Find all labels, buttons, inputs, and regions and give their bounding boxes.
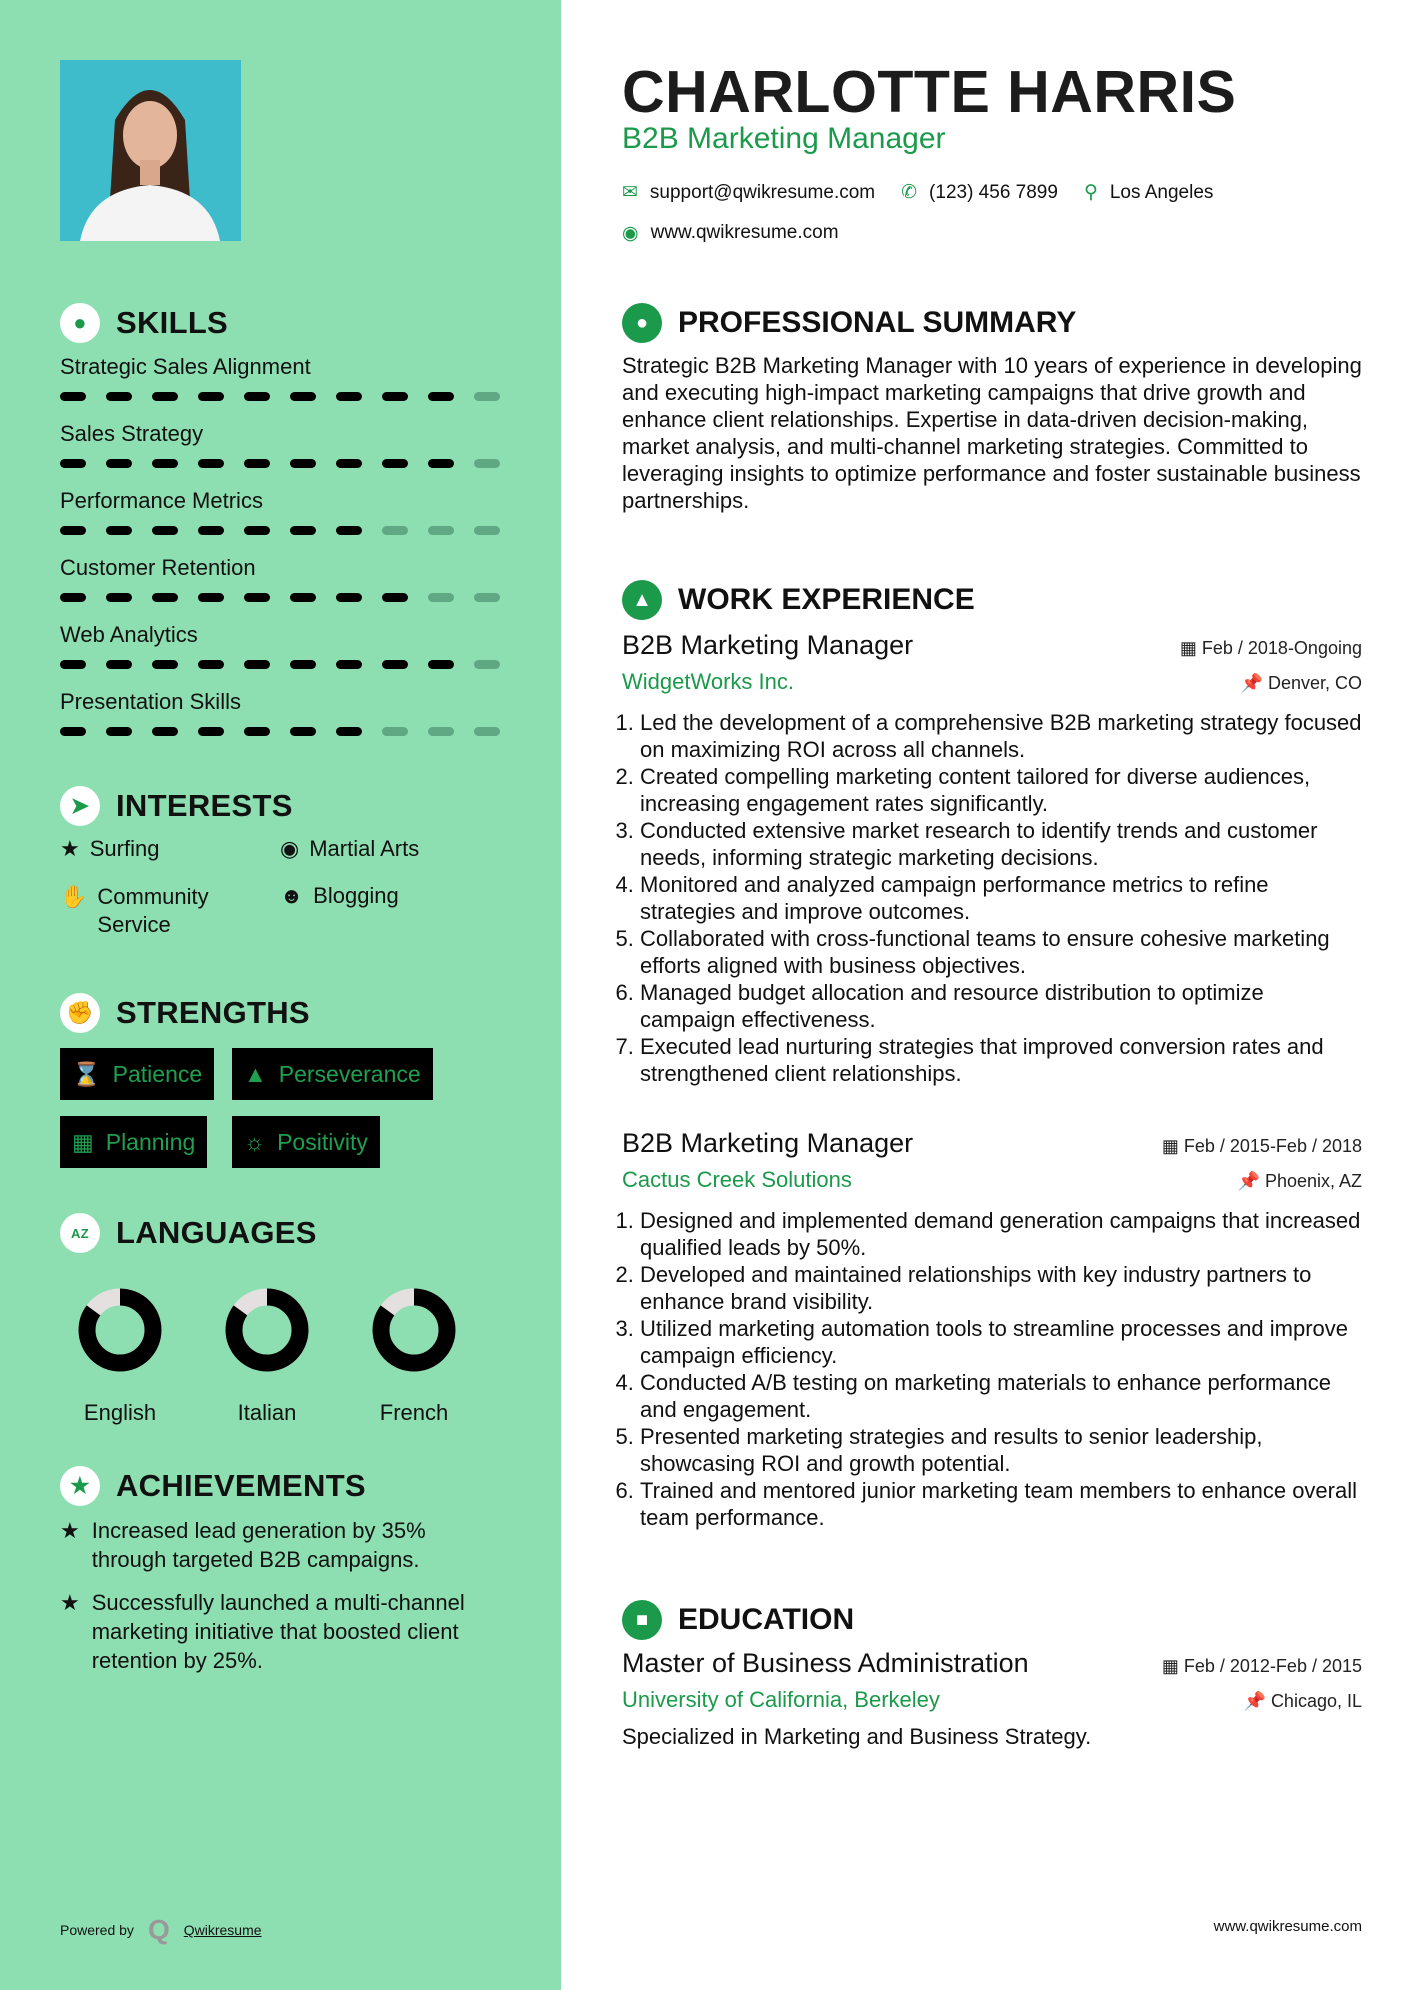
skill-dash	[382, 392, 408, 401]
calendar-icon: ▦	[1161, 1656, 1184, 1676]
degree: Master of Business Administration	[622, 1648, 1029, 1678]
skill-label: Strategic Sales Alignment	[60, 354, 311, 379]
job-dates	[1180, 638, 1362, 659]
job-bullet: 3. Utilized marketing automation tools to streamline processes and improve campaign efficiency.	[640, 1315, 1362, 1369]
profile-photo	[60, 60, 241, 241]
skill-item	[60, 555, 500, 602]
email[interactable]: support@qwikresume.com	[649, 181, 876, 203]
skill-dash	[60, 660, 86, 669]
work-title: WORK EXPERIENCE	[678, 583, 975, 616]
skill-dash	[428, 459, 454, 468]
skill-dash	[474, 593, 500, 602]
skill-dash	[244, 727, 270, 736]
achievement-item	[60, 1588, 490, 1675]
skill-dash	[336, 459, 362, 468]
interest-label: Blogging	[313, 883, 399, 908]
location-text: Phoenix, AZ	[1264, 1171, 1362, 1191]
skill-dash	[336, 727, 362, 736]
job-bullet: 5. Collaborated with cross-functional teams to ensure cohesive marketing efforts aligned with business objectives.	[640, 925, 1362, 979]
summary-text: Strategic B2B Marketing Manager with 10 years of experience in developing and executing high-impact marketing campaigns that drive growth and enhance client relationships. Expertise in data-driven decision-making, market analysis, and multi-channel marketing strategies. Committed to leveraging insights to optimize performance and foster sustainable business partnerships.	[622, 353, 1362, 513]
dates-text: Feb / 2018-Ongoing	[1201, 638, 1362, 658]
graduation-icon: ■	[622, 1600, 662, 1640]
achievement-text: Successfully launched a multi-channel marketing initiative that boosted client retention by 25%.	[91, 1590, 465, 1673]
skill-dash	[106, 392, 132, 401]
job-bullet: 3. Conducted extensive market research to identify trends and customer needs, informing strategic marketing decisions.	[640, 817, 1362, 871]
hourglass-icon: ⌛	[72, 1060, 101, 1087]
skill-dash	[106, 526, 132, 535]
language-label: English	[83, 1400, 157, 1425]
interest-item	[280, 836, 480, 862]
skill-dash	[198, 593, 224, 602]
skill-dash	[428, 526, 454, 535]
job-bullet: 1. Led the development of a comprehensive B2B marketing strategy focused on maximizing ROI across all channels.	[640, 709, 1362, 763]
language-item	[217, 1280, 317, 1426]
skill-dash	[290, 593, 316, 602]
skill-item	[60, 689, 500, 736]
job-bullet: 6. Managed budget allocation and resource distribution to optimize campaign effectiveness.	[640, 979, 1362, 1033]
skill-label: Performance Metrics	[60, 488, 263, 513]
skill-dash	[336, 526, 362, 535]
skill-item	[60, 354, 500, 401]
job-title: B2B Marketing Manager	[622, 1128, 914, 1158]
job-entry	[622, 630, 1362, 1087]
job-location	[1238, 1171, 1362, 1192]
calendar-icon: ▦	[72, 1128, 94, 1155]
skill-dash	[244, 660, 270, 669]
lightbulb-icon: ●	[60, 303, 100, 343]
skill-dash	[382, 593, 408, 602]
skill-dash	[60, 459, 86, 468]
job-bullet: 4. Monitored and analyzed campaign performance metrics to refine strategies and improve outcomes.	[640, 871, 1362, 925]
contact-row	[622, 181, 1362, 204]
skill-dash	[290, 660, 316, 669]
skill-dash	[336, 392, 362, 401]
skill-level-bar	[60, 392, 500, 401]
achievement-text: Increased lead generation by 35% through targeted B2B campaigns.	[91, 1518, 426, 1572]
skill-dash	[198, 727, 224, 736]
map-pin-icon: ⚲	[1083, 182, 1098, 203]
hand-icon: ✋	[60, 884, 88, 909]
skill-dash	[152, 526, 178, 535]
skill-dash	[60, 593, 86, 602]
skill-dash	[382, 459, 408, 468]
footer-website[interactable]: www.qwikresume.com	[1213, 1918, 1362, 1935]
skill-label: Web Analytics	[60, 622, 198, 647]
skill-dash	[198, 459, 224, 468]
calendar-icon: ▦	[1179, 638, 1202, 658]
star-icon: ★	[60, 836, 80, 861]
skill-dash	[428, 660, 454, 669]
job-dates	[1162, 1136, 1362, 1157]
school: University of California, Berkeley	[622, 1687, 940, 1712]
job-bullets	[622, 709, 1362, 1087]
skill-item	[60, 488, 500, 535]
skill-dash	[336, 660, 362, 669]
job-bullet: 2. Created compelling marketing content tailored for diverse audiences, increasing engagement rates significantly.	[640, 763, 1362, 817]
sun-icon: ☼	[244, 1128, 266, 1155]
language-label: French	[379, 1400, 449, 1425]
powered-by-label: Powered by	[60, 1922, 134, 1938]
achievements-heading	[60, 1466, 366, 1506]
education-location	[1244, 1691, 1362, 1712]
skill-dash	[428, 392, 454, 401]
skill-level-bar	[60, 526, 500, 535]
job-bullet: 2. Developed and maintained relationships with key industry partners to enhance brand visibility.	[640, 1261, 1362, 1315]
website[interactable]: www.qwikresume.com	[650, 222, 839, 243]
job-location	[1241, 673, 1362, 694]
summary-title: PROFESSIONAL SUMMARY	[678, 306, 1077, 339]
skill-dash	[106, 459, 132, 468]
summary-heading	[622, 303, 1362, 343]
strengths-heading	[60, 993, 310, 1033]
globe-icon: ◉	[622, 223, 639, 244]
skill-dash	[198, 660, 224, 669]
star-badge-icon: ★	[60, 1466, 100, 1506]
skill-dash	[60, 526, 86, 535]
skill-dash	[336, 593, 362, 602]
work-heading	[622, 580, 1362, 620]
job-bullet: 6. Trained and mentored junior marketing team members to enhance overall team performance.	[640, 1477, 1362, 1531]
skill-dash	[152, 593, 178, 602]
languages-title: LANGUAGES	[116, 1215, 317, 1250]
phone-icon: ✆	[901, 182, 918, 203]
location-text: Denver, CO	[1267, 673, 1362, 693]
skill-dash	[152, 459, 178, 468]
strength-chip	[60, 1116, 207, 1168]
interest-item	[60, 836, 260, 862]
strength-chip	[60, 1048, 214, 1100]
skill-dash	[198, 526, 224, 535]
skill-dash	[474, 392, 500, 401]
skill-dash	[382, 526, 408, 535]
language-icon: AZ	[60, 1213, 100, 1253]
skill-label: Sales Strategy	[60, 421, 204, 446]
skill-dash	[474, 660, 500, 669]
skill-item	[60, 622, 500, 669]
achievement-item	[60, 1516, 490, 1574]
education-dates	[1162, 1656, 1362, 1677]
skill-dash	[428, 727, 454, 736]
job-title: B2B Marketing Manager	[622, 630, 914, 660]
company: Cactus Creek Solutions	[622, 1167, 852, 1192]
fist-icon: ✊	[60, 993, 100, 1033]
language-item	[70, 1280, 170, 1426]
strength-label: Patience	[112, 1060, 203, 1087]
achievements-title: ACHIEVEMENTS	[116, 1468, 366, 1503]
users-icon: ☻	[280, 883, 304, 908]
qwikresume-link[interactable]: Qwikresume	[183, 1922, 262, 1938]
interests-title: INTERESTS	[116, 788, 293, 823]
skill-level-bar	[60, 660, 500, 669]
education-description: Specialized in Marketing and Business Strategy.	[622, 1724, 1092, 1749]
pin-icon: 📌	[1240, 673, 1268, 693]
strength-chip	[232, 1048, 433, 1100]
skill-label: Customer Retention	[60, 555, 256, 580]
skill-dash	[244, 459, 270, 468]
strength-label: Perseverance	[278, 1060, 421, 1087]
powered-by	[60, 1914, 262, 1946]
calendar-icon: ▦	[1161, 1136, 1184, 1156]
job-bullet: 5. Presented marketing strategies and results to senior leadership, showcasing ROI and growth potential.	[640, 1423, 1362, 1477]
strength-chip	[232, 1116, 380, 1168]
pin-icon: 📌	[1237, 1171, 1265, 1191]
language-label: Italian	[237, 1400, 297, 1425]
briefcase-icon: ▲	[622, 580, 662, 620]
skills-list	[60, 354, 500, 756]
strengths-title: STRENGTHS	[116, 995, 310, 1030]
paper-plane-icon: ➤	[60, 786, 100, 826]
qwikresume-logo-icon: Q	[147, 1914, 170, 1945]
skill-dash	[474, 459, 500, 468]
skill-item	[60, 421, 500, 468]
skill-dash	[474, 526, 500, 535]
dates-text: Feb / 2015-Feb / 2018	[1183, 1136, 1362, 1156]
skill-dash	[198, 392, 224, 401]
interest-label: Martial Arts	[309, 836, 420, 861]
candidate-name: CHARLOTTE HARRIS	[622, 59, 1237, 125]
skill-level-bar	[60, 727, 500, 736]
star-icon: ★	[60, 1518, 80, 1543]
languages-list	[70, 1280, 464, 1426]
job-title: B2B Marketing Manager	[622, 122, 946, 155]
phone: (123) 456 7899	[929, 181, 1058, 203]
skill-dash	[60, 727, 86, 736]
job-bullets	[622, 1207, 1362, 1531]
skill-dash	[474, 727, 500, 736]
interest-label: Community Service	[97, 884, 209, 937]
user-icon: ●	[622, 303, 662, 343]
pin-icon: 📌	[1243, 1691, 1271, 1711]
education-title: EDUCATION	[678, 1603, 855, 1636]
skill-dash	[382, 727, 408, 736]
job-bullet: 4. Conducted A/B testing on marketing materials to enhance performance and engagement.	[640, 1369, 1362, 1423]
skill-dash	[152, 727, 178, 736]
language-donut	[217, 1280, 317, 1380]
road-icon: ▲	[244, 1060, 267, 1087]
skill-dash	[106, 727, 132, 736]
location: Los Angeles	[1109, 181, 1214, 203]
skill-dash	[382, 660, 408, 669]
strength-label: Planning	[105, 1128, 196, 1155]
languages-heading	[60, 1213, 317, 1253]
envelope-icon: ✉	[622, 182, 638, 203]
globe-icon: ◉	[280, 836, 300, 861]
language-item	[364, 1280, 464, 1426]
skill-label: Presentation Skills	[60, 689, 241, 714]
language-donut	[364, 1280, 464, 1380]
skill-dash	[290, 727, 316, 736]
skill-dash	[152, 392, 178, 401]
job-entry	[622, 1128, 1362, 1531]
skill-level-bar	[60, 593, 500, 602]
skill-dash	[152, 660, 178, 669]
website-row	[622, 222, 1362, 245]
skill-dash	[290, 392, 316, 401]
interest-item	[60, 883, 240, 939]
dates-text: Feb / 2012-Feb / 2015	[1183, 1656, 1362, 1676]
job-bullet: 1. Designed and implemented demand generation campaigns that increased qualified leads by 50%.	[640, 1207, 1362, 1261]
skill-dash	[428, 593, 454, 602]
job-bullet: 7. Executed lead nurturing strategies that improved conversion rates and strengthened client relationships.	[640, 1033, 1362, 1087]
strength-label: Positivity	[277, 1128, 368, 1155]
skill-dash	[244, 392, 270, 401]
skills-title: SKILLS	[116, 305, 229, 340]
language-donut	[70, 1280, 170, 1380]
skill-dash	[290, 459, 316, 468]
skills-heading	[60, 303, 228, 343]
skill-dash	[106, 660, 132, 669]
skill-dash	[106, 593, 132, 602]
interest-item	[280, 883, 480, 909]
interest-label: Surfing	[89, 836, 160, 861]
skill-dash	[290, 526, 316, 535]
education-entry	[622, 1648, 1362, 1750]
interests-heading	[60, 786, 293, 826]
skill-dash	[60, 392, 86, 401]
location-text: Chicago, IL	[1270, 1691, 1362, 1711]
star-icon: ★	[60, 1590, 80, 1615]
company: WidgetWorks Inc.	[622, 669, 794, 694]
education-heading	[622, 1600, 1362, 1640]
skill-dash	[244, 526, 270, 535]
skill-dash	[244, 593, 270, 602]
skill-level-bar	[60, 459, 500, 468]
